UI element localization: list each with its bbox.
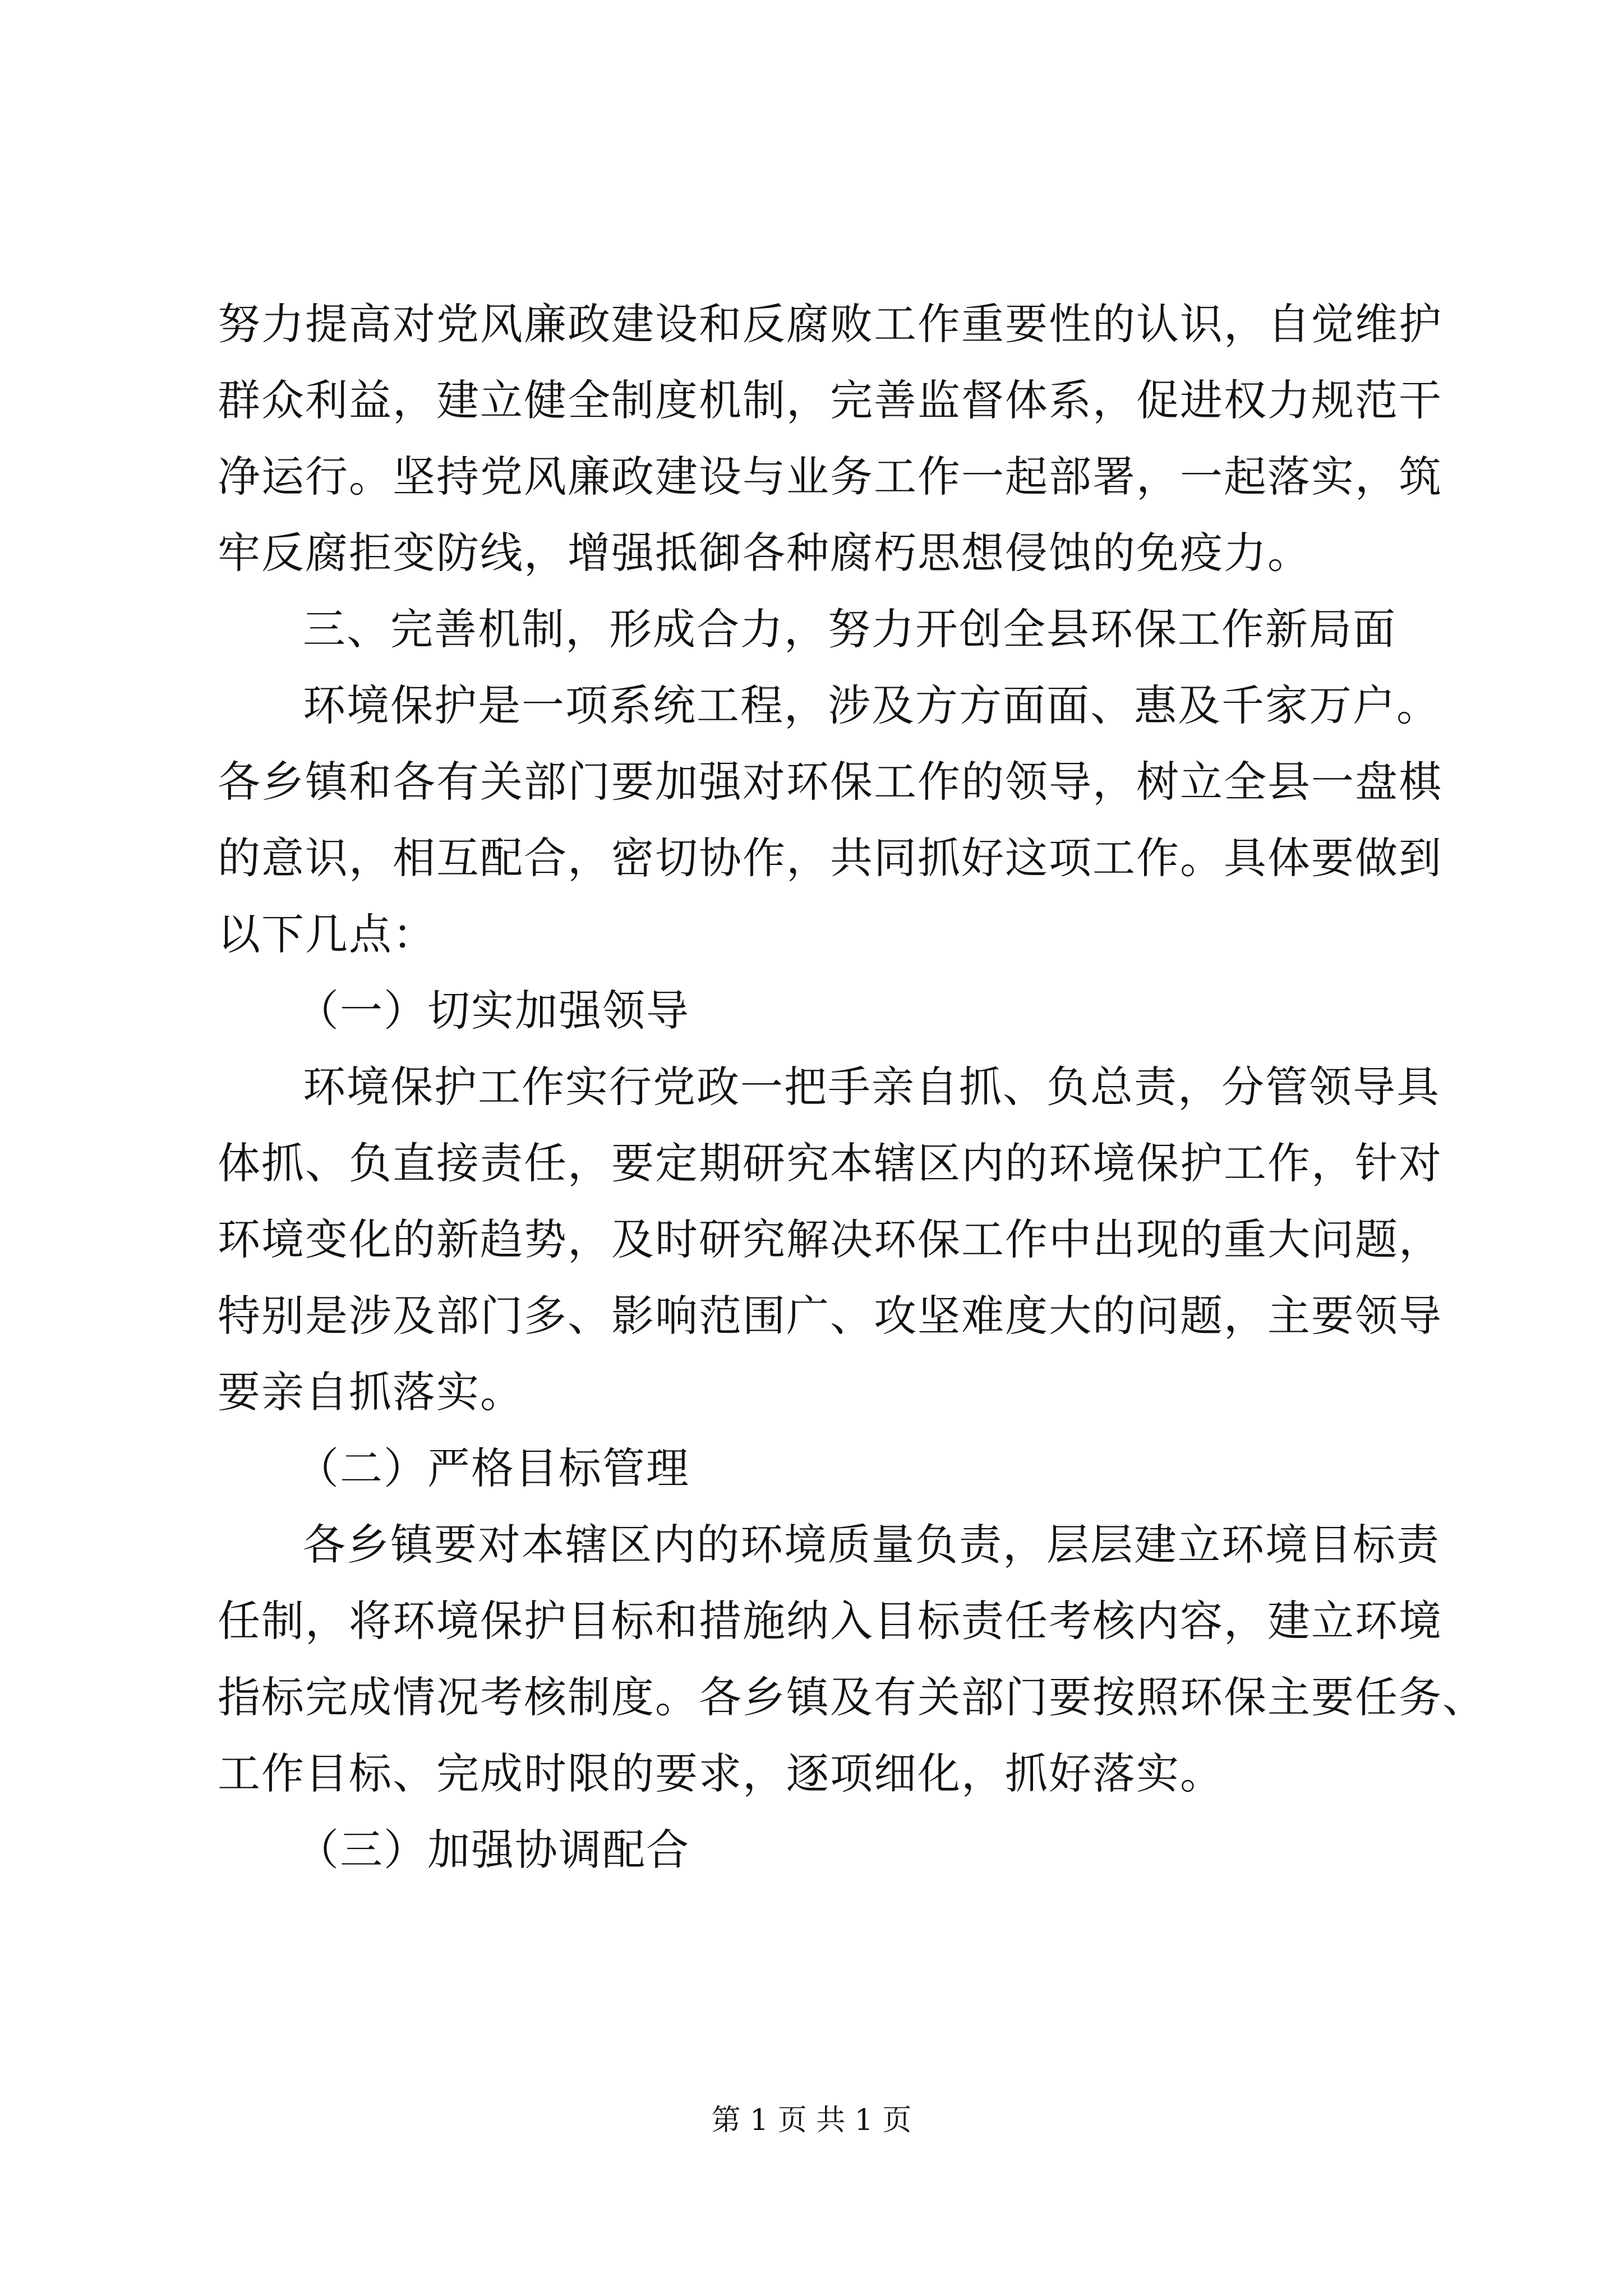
paragraph-line: 的意识，相互配合，密切协作，共同抓好这项工作。具体要做到 xyxy=(218,833,1442,883)
subsection-heading: （二）严格目标管理 xyxy=(296,1443,690,1493)
paragraph-line: 牢反腐拒变防线，增强抵御各种腐朽思想侵蚀的免疫力。 xyxy=(218,528,1311,578)
subsection-heading: （一）切实加强领导 xyxy=(296,986,690,1036)
paragraph-line: 体抓、负直接责任，要定期研究本辖区内的环境保护工作，针对 xyxy=(218,1138,1442,1188)
paragraph-line: 特别是涉及部门多、影响范围广、攻坚难度大的问题，主要领导 xyxy=(218,1291,1442,1341)
section-heading: 三、完善机制，形成合力，努力开创全县环保工作新局面 xyxy=(303,604,1396,654)
document-body xyxy=(218,286,1486,1888)
subsection-heading: （三）加强协调配合 xyxy=(296,1825,690,1875)
paragraph-line: 任制，将环境保护目标和措施纳入目标责任考核内容，建立环境 xyxy=(218,1596,1442,1646)
paragraph-line: 各乡镇和各有关部门要加强对环保工作的领导，树立全县一盘棋 xyxy=(218,757,1442,807)
paragraph-line: 以下几点： xyxy=(218,909,436,959)
page-number-footer: 第 1 页 共 1 页 xyxy=(711,2104,912,2137)
paragraph-line: 环境保护工作实行党政一把手亲自抓、负总责，分管领导具 xyxy=(303,1062,1440,1112)
paragraph-line: 各乡镇要对本辖区内的环境质量负责，层层建立环境目标责 xyxy=(303,1520,1440,1570)
paragraph-line: 环境变化的新趋势，及时研究解决环保工作中出现的重大问题， xyxy=(218,1214,1442,1264)
paragraph-line: 环境保护是一项系统工程，涉及方方面面、惠及千家万户。 xyxy=(303,680,1440,730)
paragraph-line: 工作目标、完成时限的要求，逐项细化，抓好落实。 xyxy=(218,1749,1224,1798)
paragraph-line: 净运行。坚持党风廉政建设与业务工作一起部署，一起落实，筑 xyxy=(218,452,1442,501)
paragraph-line: 指标完成情况考核制度。各乡镇及有关部门要按照环保主要任务、 xyxy=(218,1672,1486,1722)
paragraph-line: 群众利益，建立健全制度机制，完善监督体系，促进权力规范干 xyxy=(218,375,1442,425)
paragraph-line: 努力提高对党风廉政建设和反腐败工作重要性的认识，自觉维护 xyxy=(218,299,1442,349)
paragraph-line: 要亲自抓落实。 xyxy=(218,1367,524,1417)
